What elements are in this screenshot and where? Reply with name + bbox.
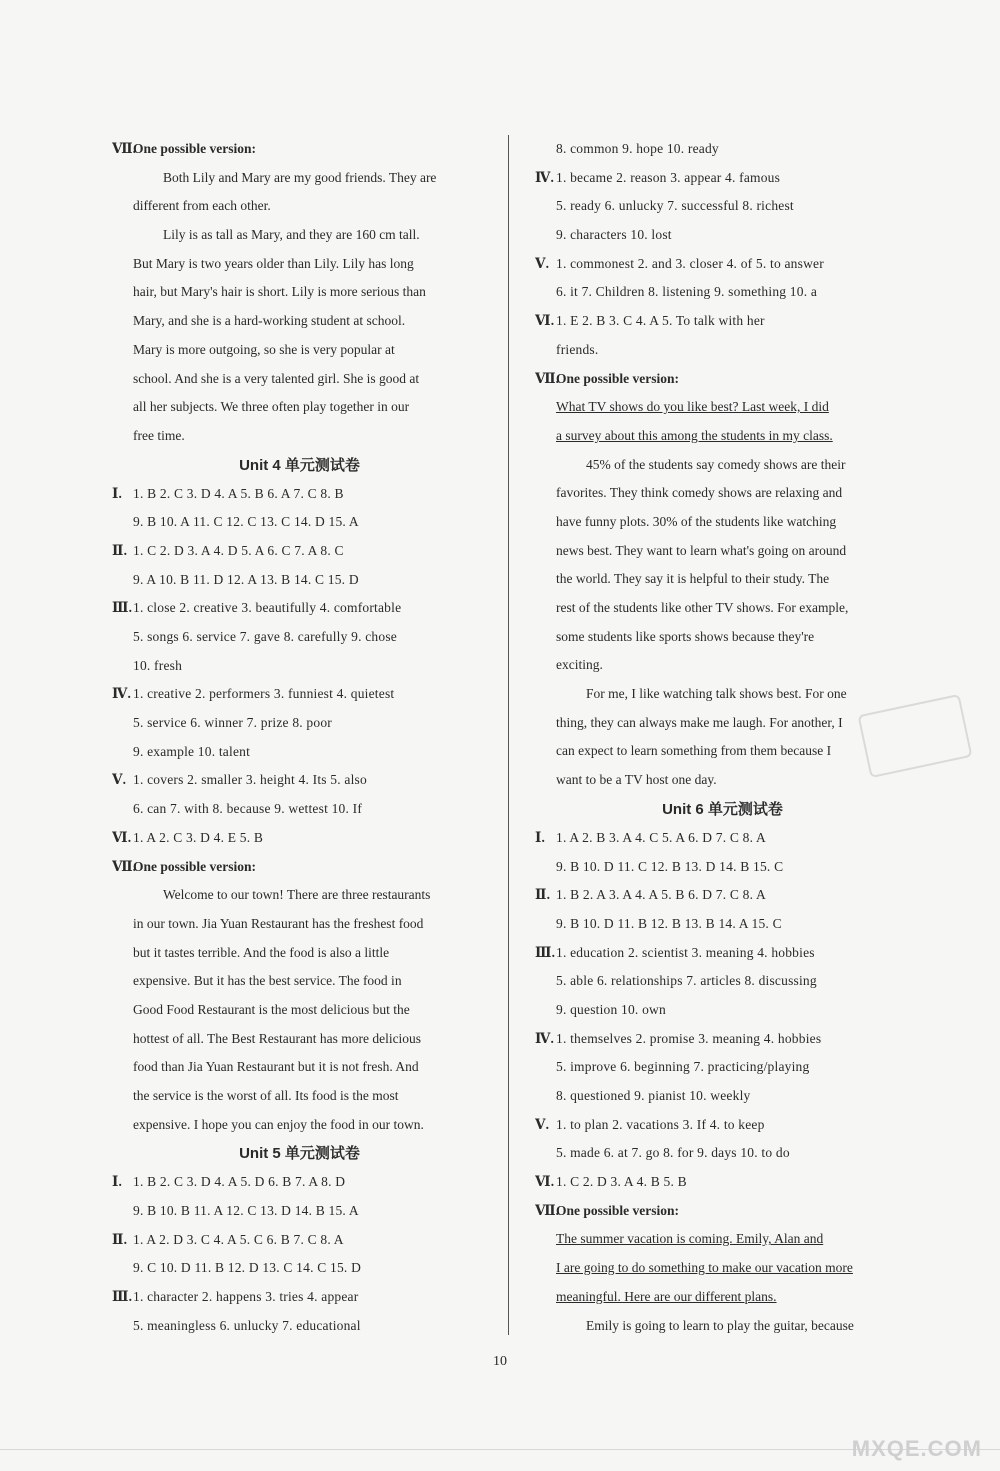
answer-text: 9. C 10. D 11. B 12. D 13. C 14. C 15. D <box>133 1260 362 1276</box>
essay-text: For me, I like watching talk shows best. For one <box>586 686 847 702</box>
answer-line <box>535 192 910 221</box>
essay-text: in our town. Jia Yuan Restaurant has the freshest food <box>133 915 424 931</box>
section-label: Ⅱ. <box>535 887 551 903</box>
essay-text: food than Jia Yuan Restaurant but it is not fresh. And <box>133 1059 419 1075</box>
essay-heading-text: One possible version: <box>556 1202 680 1218</box>
essay-line <box>112 221 487 250</box>
answer-line <box>535 1139 910 1168</box>
answer-line <box>535 853 910 882</box>
answer-line <box>535 939 910 968</box>
unit-title: Unit 4 单元测试卷 <box>239 456 360 474</box>
answer-text: 5. improve 6. beginning 7. practicing/playing <box>556 1059 810 1075</box>
essay-text: rest of the students like other TV shows. For example, <box>556 600 849 615</box>
essay-line <box>112 1053 487 1082</box>
answer-text: 1. C 2. D 3. A 4. B 5. B <box>556 1174 687 1190</box>
answer-text: 9. A 10. B 11. D 12. A 13. B 14. C 15. D <box>133 571 359 587</box>
essay-line <box>535 594 910 623</box>
answer-line <box>112 1312 487 1341</box>
unit-title: Unit 6 单元测试卷 <box>662 800 783 818</box>
essay-line <box>112 1111 487 1140</box>
answer-text: 9. B 10. A 11. C 12. C 13. C 14. D 15. A <box>133 514 359 530</box>
answer-line <box>112 1226 487 1255</box>
section-label: Ⅴ. <box>535 1116 550 1132</box>
answer-line <box>535 164 910 193</box>
answer-text: 9. characters 10. lost <box>556 227 672 243</box>
answer-line <box>112 738 487 767</box>
answer-text: 1. E 2. B 3. C 4. A 5. To talk with her <box>556 313 765 329</box>
essay-line <box>112 250 487 279</box>
section-label: Ⅶ. <box>535 1202 559 1218</box>
answer-text: 1. education 2. scientist 3. meaning 4. hobbies <box>556 944 815 960</box>
answer-text: 6. can 7. with 8. because 9. wettest 10. If <box>133 801 363 817</box>
answer-line <box>535 967 910 996</box>
answer-line <box>535 1168 910 1197</box>
section-label: Ⅳ. <box>535 1030 555 1046</box>
essay-line <box>535 537 910 566</box>
answer-line <box>535 824 910 853</box>
essay-line <box>112 881 487 910</box>
section-label: Ⅰ. <box>112 1174 123 1190</box>
essay-text: free time. <box>133 427 185 443</box>
answer-text: 9. B 10. B 11. A 12. C 13. D 14. B 15. A <box>133 1203 359 1219</box>
answer-line <box>112 623 487 652</box>
answer-text: 5. able 6. relationships 7. articles 8. discussing <box>556 973 817 989</box>
essay-text: Emily is going to learn to play the guitar, because <box>586 1317 854 1333</box>
section-label: Ⅵ. <box>535 1174 555 1190</box>
essay-text: but it tastes terrible. And the food is also a little <box>133 944 390 960</box>
section-label: Ⅵ. <box>112 829 132 845</box>
answer-line <box>112 566 487 595</box>
section-label: Ⅴ. <box>112 772 127 788</box>
essay-text: can expect to learn something from them because I <box>556 743 832 759</box>
section-label: Ⅶ. <box>112 141 136 156</box>
essay-heading <box>535 365 910 394</box>
answer-text: 9. B 10. D 11. C 12. B 13. D 14. B 15. C <box>556 858 784 874</box>
essay-line <box>535 508 910 537</box>
essay-line <box>112 192 487 221</box>
essay-text: favorites. They think comedy shows are relaxing and <box>556 485 843 501</box>
answer-line <box>112 824 487 853</box>
section-label: Ⅶ. <box>535 370 559 386</box>
essay-text: exciting. <box>556 657 603 673</box>
answer-line <box>112 709 487 738</box>
answer-text: 1. became 2. reason 3. appear 4. famous <box>556 169 781 185</box>
answer-text: 8. questioned 9. pianist 10. weekly <box>556 1088 751 1103</box>
answer-text: 6. it 7. Children 8. listening 9. something 10. a <box>556 284 818 300</box>
essay-text: news best. They want to learn what's going on around <box>556 542 847 558</box>
essay-text: But Mary is two years older than Lily. Lily has long <box>133 255 414 271</box>
essay-line <box>112 967 487 996</box>
essay-heading-text: One possible version: <box>133 858 257 874</box>
answer-text: 1. themselves 2. promise 3. meaning 4. hobbies <box>556 1030 822 1046</box>
answer-line <box>535 1053 910 1082</box>
essay-line <box>535 1283 910 1312</box>
answer-text: 5. ready 6. unlucky 7. successful 8. richest <box>556 198 794 214</box>
answer-text: 5. made 6. at 7. go 8. for 9. days 10. to do <box>556 1145 790 1161</box>
page-number: 10 <box>493 1354 507 1369</box>
section-label: Ⅲ. <box>112 1289 133 1305</box>
essay-text: hottest of all. The Best Restaurant has more delicious <box>133 1030 422 1046</box>
unit-title: Unit 5 单元测试卷 <box>239 1145 360 1163</box>
answer-line <box>112 508 487 537</box>
section-label: Ⅲ. <box>112 600 133 616</box>
section-label: Ⅵ. <box>535 313 555 329</box>
answer-text: 5. songs 6. service 7. gave 8. carefully 9. chose <box>133 629 397 644</box>
essay-text: Both Lily and Mary are my good friends. They are <box>163 169 437 185</box>
answer-line <box>535 1111 910 1140</box>
answer-text: 1. B 2. A 3. A 4. A 5. B 6. D 7. C 8. A <box>556 887 766 903</box>
answer-text: 1. creative 2. performers 3. funniest 4. quietest <box>133 686 395 702</box>
answer-text: 1. close 2. creative 3. beautifully 4. comfortable <box>133 600 402 616</box>
essay-line <box>112 996 487 1025</box>
answer-line <box>112 766 487 795</box>
answer-text: 1. A 2. B 3. A 4. C 5. A 6. D 7. C 8. A <box>556 829 766 845</box>
answer-text: 8. common 9. hope 10. ready <box>556 141 719 156</box>
essay-line <box>535 623 910 652</box>
answer-line <box>112 795 487 824</box>
essay-text: 45% of the students say comedy shows are their <box>586 456 846 472</box>
essay-text: thing, they can always make me laugh. For another, I <box>556 714 843 730</box>
essay-line <box>112 336 487 365</box>
answer-line <box>112 1168 487 1197</box>
answer-text: 1. B 2. C 3. D 4. A 5. B 6. A 7. C 8. B <box>133 485 344 501</box>
section-label: Ⅳ. <box>535 169 555 185</box>
answer-text: 1. A 2. D 3. C 4. A 5. C 6. B 7. C 8. A <box>133 1231 344 1247</box>
answer-text: 1. covers 2. smaller 3. height 4. Its 5. also <box>133 772 367 788</box>
section-label: Ⅴ. <box>535 255 550 271</box>
answer-text: 1. character 2. happens 3. tries 4. appear <box>133 1289 359 1305</box>
essay-text: a survey about this among the students in my class. <box>556 427 833 443</box>
answer-line <box>535 1025 910 1054</box>
essay-line <box>535 651 910 680</box>
left-column <box>112 135 487 1341</box>
essay-text: meaningful. Here are our different plans. <box>556 1288 777 1304</box>
essay-line <box>535 680 910 709</box>
essay-line <box>535 1225 910 1254</box>
essay-text: Welcome to our town! There are three restaurants <box>163 887 431 903</box>
answer-text: 5. meaningless 6. unlucky 7. educational <box>133 1317 361 1333</box>
essay-line <box>535 766 910 795</box>
essay-line <box>535 479 910 508</box>
essay-text: expensive. But it has the best service. The food in <box>133 973 402 989</box>
essay-line <box>112 1025 487 1054</box>
answer-text: 9. B 10. D 11. B 12. B 13. B 14. A 15. C <box>556 915 782 931</box>
essay-line <box>112 1082 487 1111</box>
answer-line <box>535 250 910 279</box>
essay-text: Mary, and she is a hard-working student at school. <box>133 313 406 329</box>
answer-line <box>535 910 910 939</box>
essay-heading <box>112 135 487 164</box>
answer-line <box>112 680 487 709</box>
section-label: Ⅱ. <box>112 542 128 558</box>
answer-text: 1. to plan 2. vacations 3. If 4. to keep <box>556 1116 765 1132</box>
essay-text: some students like sports shows because they're <box>556 628 815 644</box>
essay-text: What TV shows do you like best? Last week, I did <box>556 399 829 415</box>
answer-line <box>112 1283 487 1312</box>
watermark-logo: MXQE.COM <box>851 1436 982 1461</box>
essay-line <box>535 1312 910 1341</box>
section-label: Ⅰ. <box>535 829 546 845</box>
essay-line <box>112 307 487 336</box>
answer-line <box>535 881 910 910</box>
essay-heading <box>112 853 487 882</box>
section-label: Ⅳ. <box>112 686 132 702</box>
answer-line <box>535 996 910 1025</box>
answer-line <box>535 336 910 365</box>
essay-line <box>112 164 487 193</box>
essay-text: Lily is as tall as Mary, and they are 160 cm tall. <box>163 227 420 243</box>
essay-line <box>112 910 487 939</box>
essay-text: hair, but Mary's hair is short. Lily is more serious than <box>133 284 426 300</box>
answer-text: 5. service 6. winner 7. prize 8. poor <box>133 715 332 731</box>
essay-text: Mary is more outgoing, so she is very popular at <box>133 341 395 357</box>
answer-line <box>535 135 910 164</box>
essay-heading-text: One possible version: <box>556 370 680 386</box>
essay-text: school. And she is a very talented girl. She is good at <box>133 370 420 386</box>
answer-text: 1. B 2. C 3. D 4. A 5. D 6. B 7. A 8. D <box>133 1174 346 1190</box>
answer-text: 10. fresh <box>133 657 183 673</box>
answer-line <box>112 1197 487 1226</box>
answer-text: 1. C 2. D 3. A 4. D 5. A 6. C 7. A 8. C <box>133 542 344 558</box>
essay-heading-text: One possible version: <box>133 141 257 156</box>
answer-line <box>112 652 487 681</box>
essay-text: Good Food Restaurant is the most delicious but the <box>133 1001 410 1017</box>
essay-text: the service is the worst of all. Its food is the most <box>133 1088 399 1103</box>
essay-line <box>535 737 910 766</box>
essay-text: want to be a TV host one day. <box>556 772 717 788</box>
answer-line <box>535 278 910 307</box>
answer-text: 1. A 2. C 3. D 4. E 5. B <box>133 829 264 845</box>
bottom-border <box>0 1449 1000 1450</box>
essay-line <box>535 1254 910 1283</box>
essay-text: expensive. I hope you can enjoy the food in our town. <box>133 1116 424 1132</box>
section-label: Ⅶ. <box>112 858 136 874</box>
answer-line <box>112 537 487 566</box>
answer-line <box>535 1082 910 1111</box>
essay-text: I are going to do something to make our vacation more <box>556 1260 853 1276</box>
essay-line <box>112 278 487 307</box>
right-column <box>535 135 910 1340</box>
essay-line <box>112 939 487 968</box>
essay-line <box>535 393 910 422</box>
answer-line <box>535 307 910 336</box>
essay-heading <box>535 1197 910 1226</box>
answer-line <box>535 221 910 250</box>
answer-line <box>112 594 487 623</box>
answer-text: friends. <box>556 341 599 357</box>
essay-line <box>535 451 910 480</box>
section-label: Ⅲ. <box>535 944 556 960</box>
essay-text: the world. They say it is helpful to their study. The <box>556 571 830 587</box>
essay-text: have funny plots. 30% of the students like watching <box>556 513 837 529</box>
section-label: Ⅱ. <box>112 1231 128 1247</box>
essay-line <box>535 709 910 738</box>
essay-text: all her subjects. We three often play together in our <box>133 399 410 415</box>
essay-line <box>535 565 910 594</box>
answer-text: 9. example 10. talent <box>133 743 251 759</box>
essay-line <box>112 393 487 422</box>
answer-text: 1. commonest 2. and 3. closer 4. of 5. to answer <box>556 255 824 271</box>
essay-text: The summer vacation is coming. Emily, Alan and <box>556 1231 824 1247</box>
column-divider <box>508 135 509 1335</box>
essay-line <box>112 422 487 451</box>
essay-line <box>535 422 910 451</box>
essay-line <box>112 365 487 394</box>
section-label: Ⅰ. <box>112 485 123 501</box>
answer-text: 9. question 10. own <box>556 1001 666 1017</box>
answer-line <box>112 1254 487 1283</box>
answer-line <box>112 480 487 509</box>
essay-text: different from each other. <box>133 198 271 214</box>
